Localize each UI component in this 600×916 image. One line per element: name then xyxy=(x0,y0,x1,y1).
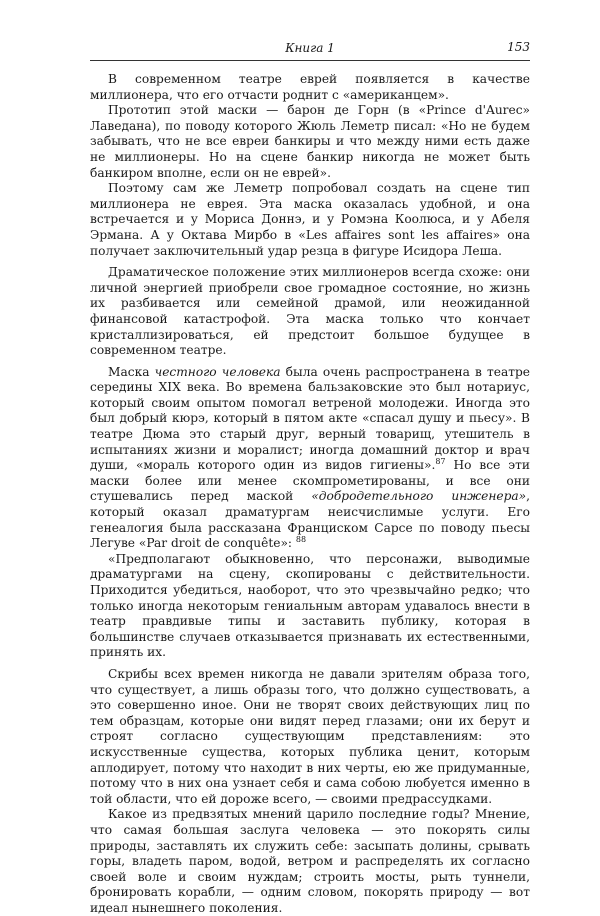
p5-italic-honest-man: честного человека xyxy=(154,364,281,379)
p5-part1: была очень распространена в театре середины XIX века. Во времена бальзаковские это был нотариус, который своим опытом помогал ветреной молодежи. Иногда это был добрый кюрэ, который в пятом акте «спасал душу и пьесу». В театре Дюма это старый друг, верный товарищ, утешитель в испытаниях жизни и моралист; иногда домашний доктор и врач души, «мораль которого один из видов гигиены». xyxy=(90,364,530,473)
footnote-ref-87[interactable]: 87 xyxy=(435,457,446,467)
p5-italic-engineer: «добродетельного инженера» xyxy=(311,489,527,504)
paragraph-7: Скрибы всех времен никогда не давали зрителям образа того, что существует, а лишь образы того, что должно существовать, а это совершенно иное. Они не творят своих действующих лиц по тем образцам, которые они видят перед глазами; они их берут и строят согласно существующим представлениям: это искусственные существа, которых публика ценит, которым аплодирует, потому что находит в них черты, ею же придуманные, потому что в них она узнает себя и сама собою любуется именно в той области, что ей дороже всего, — своими предрассудками. xyxy=(90,666,530,806)
p5-part2: Но все эти маски более или менее скомпрометированы, и все они стушевались перед маской xyxy=(90,458,530,504)
paragraph-4: Драматическое положение этих миллионеров всегда схоже: они личной энергией приобрели свое громадное состояние, но жизнь их разбивается или семейной драмой, или неожиданной финансовой катастрофой. Эта маска только что кончает кристаллизироваться, ей предстоит большое будущее в современном театре. xyxy=(90,265,530,358)
paragraph-3: Поэтому сам же Леметр попробовал создать на сцене тип миллионера не еврея. Эта маска оказалась удобной, и она встречается и у Мориса Доннэ, и у Ромэна Коолюса, и у Абеля Эрмана. А у Октава Мирбо в «Les affaires sont les affaires» она получает заключительный удар резца в фигуре Исидора Леша. xyxy=(90,181,530,258)
running-header xyxy=(90,38,530,61)
body-text xyxy=(90,72,530,916)
p5-part3: , который оказал драматургам неисчислимые услуги. Его генеалогия была рассказана Франциском Сарсе по поводу пьесы Легуве «Par droit de conquête»: xyxy=(90,489,530,551)
footnote-ref-88[interactable]: 88 xyxy=(295,535,307,545)
book-title: Книга 1 xyxy=(285,41,335,55)
paragraph-5 xyxy=(90,365,530,552)
page-number: 153 xyxy=(507,40,530,54)
paragraph-2: Прототип этой маски — барон де Горн (в «Prince d'Aurec» Лаведана), по поводу которого Жюль Леметр писал: «Но не будем забывать, что не все евреи банкиры и что между ними есть даже не миллионеры. Но на сцене банкир никогда не может быть банкиром вполне, если он не еврей». xyxy=(90,103,530,180)
paragraph-8: Какое из предвзятых мнений царило последние годы? Мнение, что самая большая заслуга человека — это покорять силы природы, заставлять их служить себе: засыпать долины, срывать горы, владеть паром, водой, ветром и распределять их согласно своей воле и своим нуждам; строить мосты, рыть туннели, бронировать корабли, — одним словом, покорять природу — вот идеал нынешнего поколения. xyxy=(90,807,530,915)
p5-lead: Маска xyxy=(108,364,155,379)
paragraph-6-quote: «Предполагают обыкновенно, что персонажи, выводимые драматургами на сцену, скопированы с действительности. Приходится убедиться, наоборот, что это чрезвычайно редко; что только иногда некоторым гениальным авторам удавалось внести в театр правдивые типы и заставить публику, которая в большинстве случаев отказывается признавать их естественными, принять их. xyxy=(90,551,530,660)
paragraph-1: В современном театре еврей появляется в качестве миллионера, что его отчасти роднит с «американцем». xyxy=(90,72,530,102)
